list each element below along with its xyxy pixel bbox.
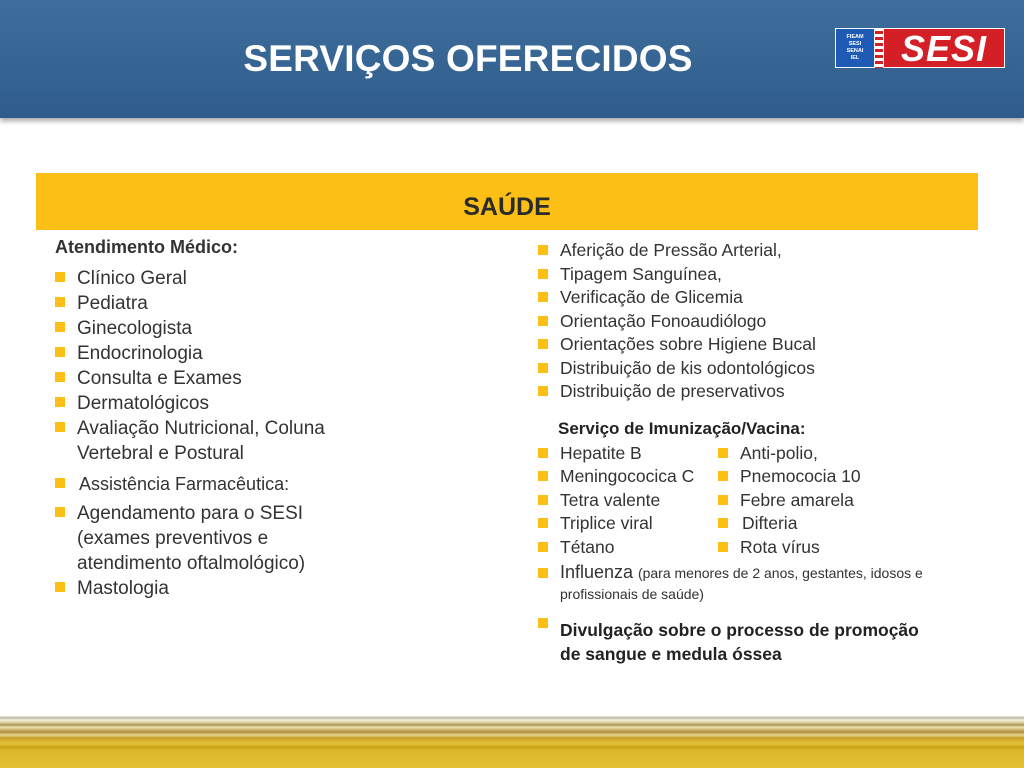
list-item: Mastologia — [55, 576, 475, 601]
fieam-logo-box — [835, 28, 875, 68]
list-item: Aferição de Pressão Arterial, — [538, 239, 998, 263]
vaccine-list — [538, 442, 998, 560]
left-column — [55, 236, 475, 601]
influenza-item — [538, 562, 983, 604]
list-item: Clínico Geral — [55, 266, 475, 291]
vaccine-item: Anti-polio, — [718, 442, 978, 466]
list-item: Avaliação Nutricional, Coluna Vertebral e Postural — [55, 416, 385, 466]
influenza-label: Influenza — [560, 562, 634, 582]
list-item: Tipagem Sanguínea, — [538, 263, 998, 287]
list-item: Distribuição de preservativos — [538, 380, 998, 404]
vaccine-item: Tetra valente — [538, 489, 718, 513]
section-banner — [36, 173, 978, 230]
logo-wordmark: SESI — [883, 28, 1005, 68]
vaccine-item: Pnemococia 10 — [718, 465, 978, 489]
vaccine-item: Difteria — [718, 512, 978, 536]
section-title: SAÚDE — [463, 193, 551, 221]
logo-box-line: FIEAM — [846, 34, 864, 40]
list-item: Distribuição de kis odontológicos — [538, 357, 998, 381]
vaccine-heading: Serviço de Imunização/Vacina: — [558, 418, 806, 438]
vaccine-item: Rota vírus — [718, 536, 978, 560]
header-bar — [0, 0, 1024, 118]
vaccine-item: Hepatite B — [538, 442, 718, 466]
list-item: Consulta e Exames — [55, 366, 475, 391]
logo-box-line: SESI — [848, 41, 862, 47]
list-item: Endocrinologia — [55, 341, 475, 366]
list-item: Pediatra — [55, 291, 475, 316]
list-item: Assistência Farmacêutica: — [55, 472, 475, 497]
vaccine-item: Tétano — [538, 536, 718, 560]
list-item: Verificação de Glicemia — [538, 286, 998, 310]
influenza-note: (para menores de 2 anos, gestantes, idosos e profissionais de saúde) — [560, 565, 923, 602]
list-item: Orientação Fonoaudiólogo — [538, 310, 998, 334]
vaccine-item: Triplice viral — [538, 512, 718, 536]
vaccine-item: Meningococica C — [538, 465, 718, 489]
logo-stripes — [875, 28, 883, 68]
atendimento-heading: Atendimento Médico: — [55, 237, 238, 257]
list-item: Ginecologista — [55, 316, 475, 341]
logo-box-line: IEL — [850, 55, 860, 61]
list-item: Dermatológicos — [55, 391, 475, 416]
vaccine-item: Febre amarela — [718, 489, 978, 513]
right-column — [538, 239, 998, 666]
list-item: Agendamento para o SESI (exames preventivos e atendimento oftalmológico) — [55, 501, 355, 576]
sesi-logo — [835, 28, 1005, 70]
page-title: SERVIÇOS OFERECIDOS — [243, 38, 693, 79]
list-item: Orientações sobre Higiene Bucal — [538, 333, 998, 357]
logo-box-line: SENAI — [846, 48, 864, 54]
footer-stripes — [0, 716, 1024, 768]
divulgacao-item: Divulgação sobre o processo de promoção de sangue e medula óssea — [538, 618, 938, 666]
